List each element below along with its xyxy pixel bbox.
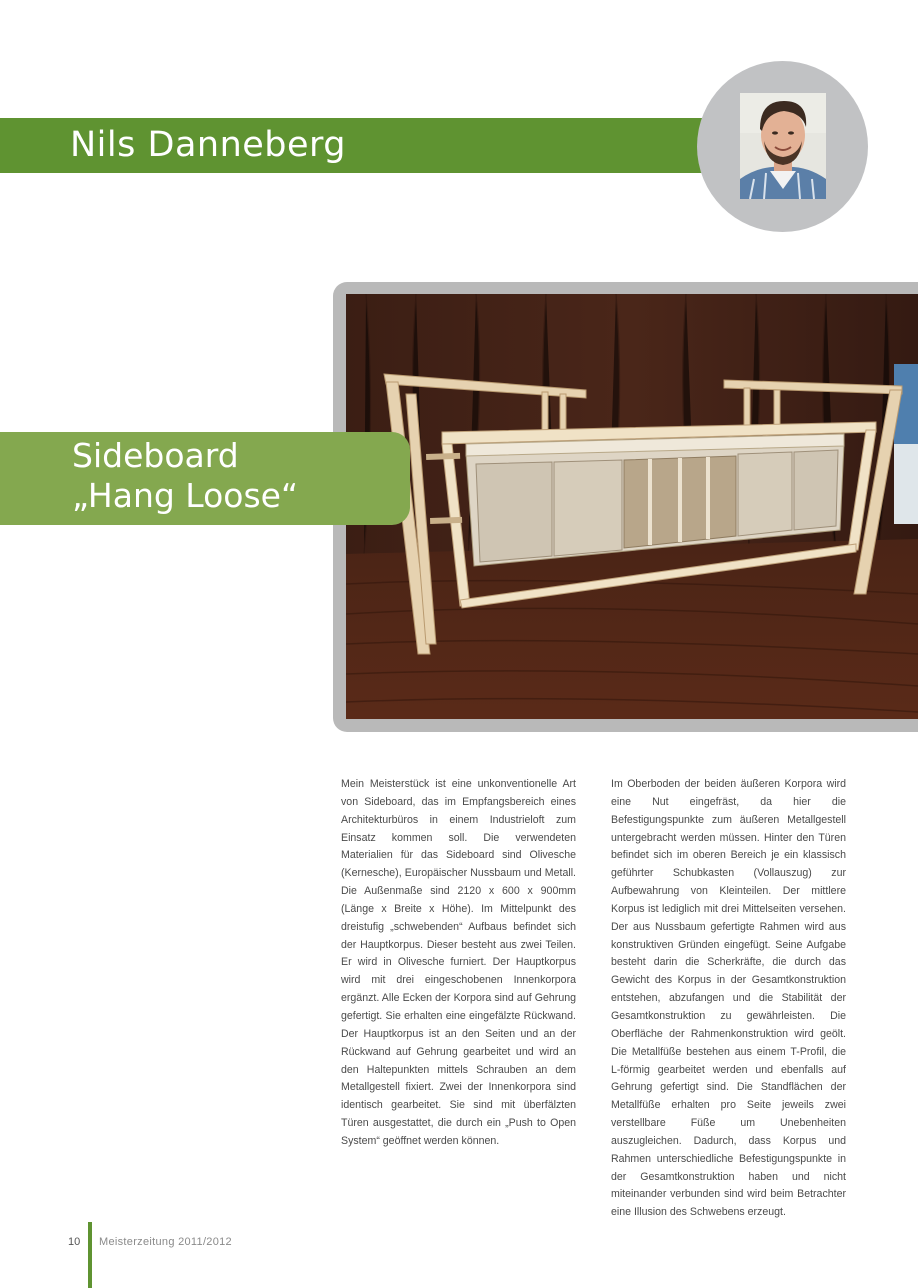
footer-accent-bar bbox=[88, 1222, 92, 1288]
author-name: Nils Danneberg bbox=[70, 125, 347, 165]
portrait-photo bbox=[740, 93, 826, 199]
project-title-line1: Sideboard bbox=[72, 436, 239, 475]
body-column-2: Im Oberboden der beiden äußeren Korpora wird eine Nut eingefräst, da hier die Befestigungspunkte zum äußeren Metallgestell untergebracht werden müssen. Hinter den Türen befindet sich im oberen Bereich je ein klassisch geführter Schubkasten (Vollauszug) zur Aufbewahrung von Kleinteilen. Der mittlere Korpus ist lediglich mit drei Mittelseiten versehen. Der aus Nussbaum gefertigte Rahmen wird aus konstruktiven Gründen eingefügt. Seine Aufgabe besteht darin die Scherkräfte, die durch das Gewicht des Korpus in der Gesamtkonstruktion entstehen, abzufangen und die Stabilität der Gesamtkonstruktion zu gewährleisten. Die Oberfläche der Rahmenkonstruktion wird geölt. Die Metallfüße bestehen aus einem T-Profil, die L-förmig gearbeitet werden und ebenfalls auf Gehrung gefertigt sind. Die Standflächen der Metallfüße erhalten pro Seite jeweils zwei verstellbare Füße um Unebenheiten auszugleichen. Dadurch, dass Korpus und Rahmen unterschiedliche Befestigungspunkte in der Gesamtkonstruktion haben und nicht miteinander verbunden sind wird beim Betrachter eine Illusion des Schwebens erzeugt. bbox=[611, 778, 846, 1219]
project-title bbox=[72, 436, 402, 516]
body-column-1: Mein Meisterstück ist eine unkonventionelle Art von Sideboard, das im Empfangsbereich eines Architekturbüros in einem Industrieloft zum Einsatz kommen soll. Die verwendeten Materialien für das Sideboard sind Olivesche (Kernesche), Europäischer Nussbaum und Metall. Die Außenmaße sind 2120 x 600 x 900mm (Länge x Breite x Höhe). Im Mittelpunkt des dreistufig „schwebenden“ Aufbaus befindet sich der Hauptkorpus. Dieser besteht aus zwei Teilen. Er wird in Olivesche furniert. Der Hauptkorpus wird mit drei eingeschobenen Innenkorpora ergänzt. Alle Ecken der Korpora sind auf Gehrung gefertigt. Sie erhalten eine eingefälzte Rückwand. Der Hauptkorpus ist an den Seiten und an der Rückwand auf Gehrung gearbeitet und wird an den Haltepunkten mittels Schrauben an dem Metallgestell fixiert. Zwei der Innenkorpora sind identisch gearbeitet. Sie sind mit überfälzten Türen ausgestattet, die durch ein „Push to Open System“ geöffnet werden können. bbox=[341, 778, 576, 1147]
project-title-line2: „Hang Loose“ bbox=[72, 476, 299, 515]
publication-name: Meisterzeitung 2011/2012 bbox=[99, 1236, 232, 1248]
page-number: 10 bbox=[68, 1236, 81, 1248]
sideboard-photo bbox=[346, 294, 918, 719]
